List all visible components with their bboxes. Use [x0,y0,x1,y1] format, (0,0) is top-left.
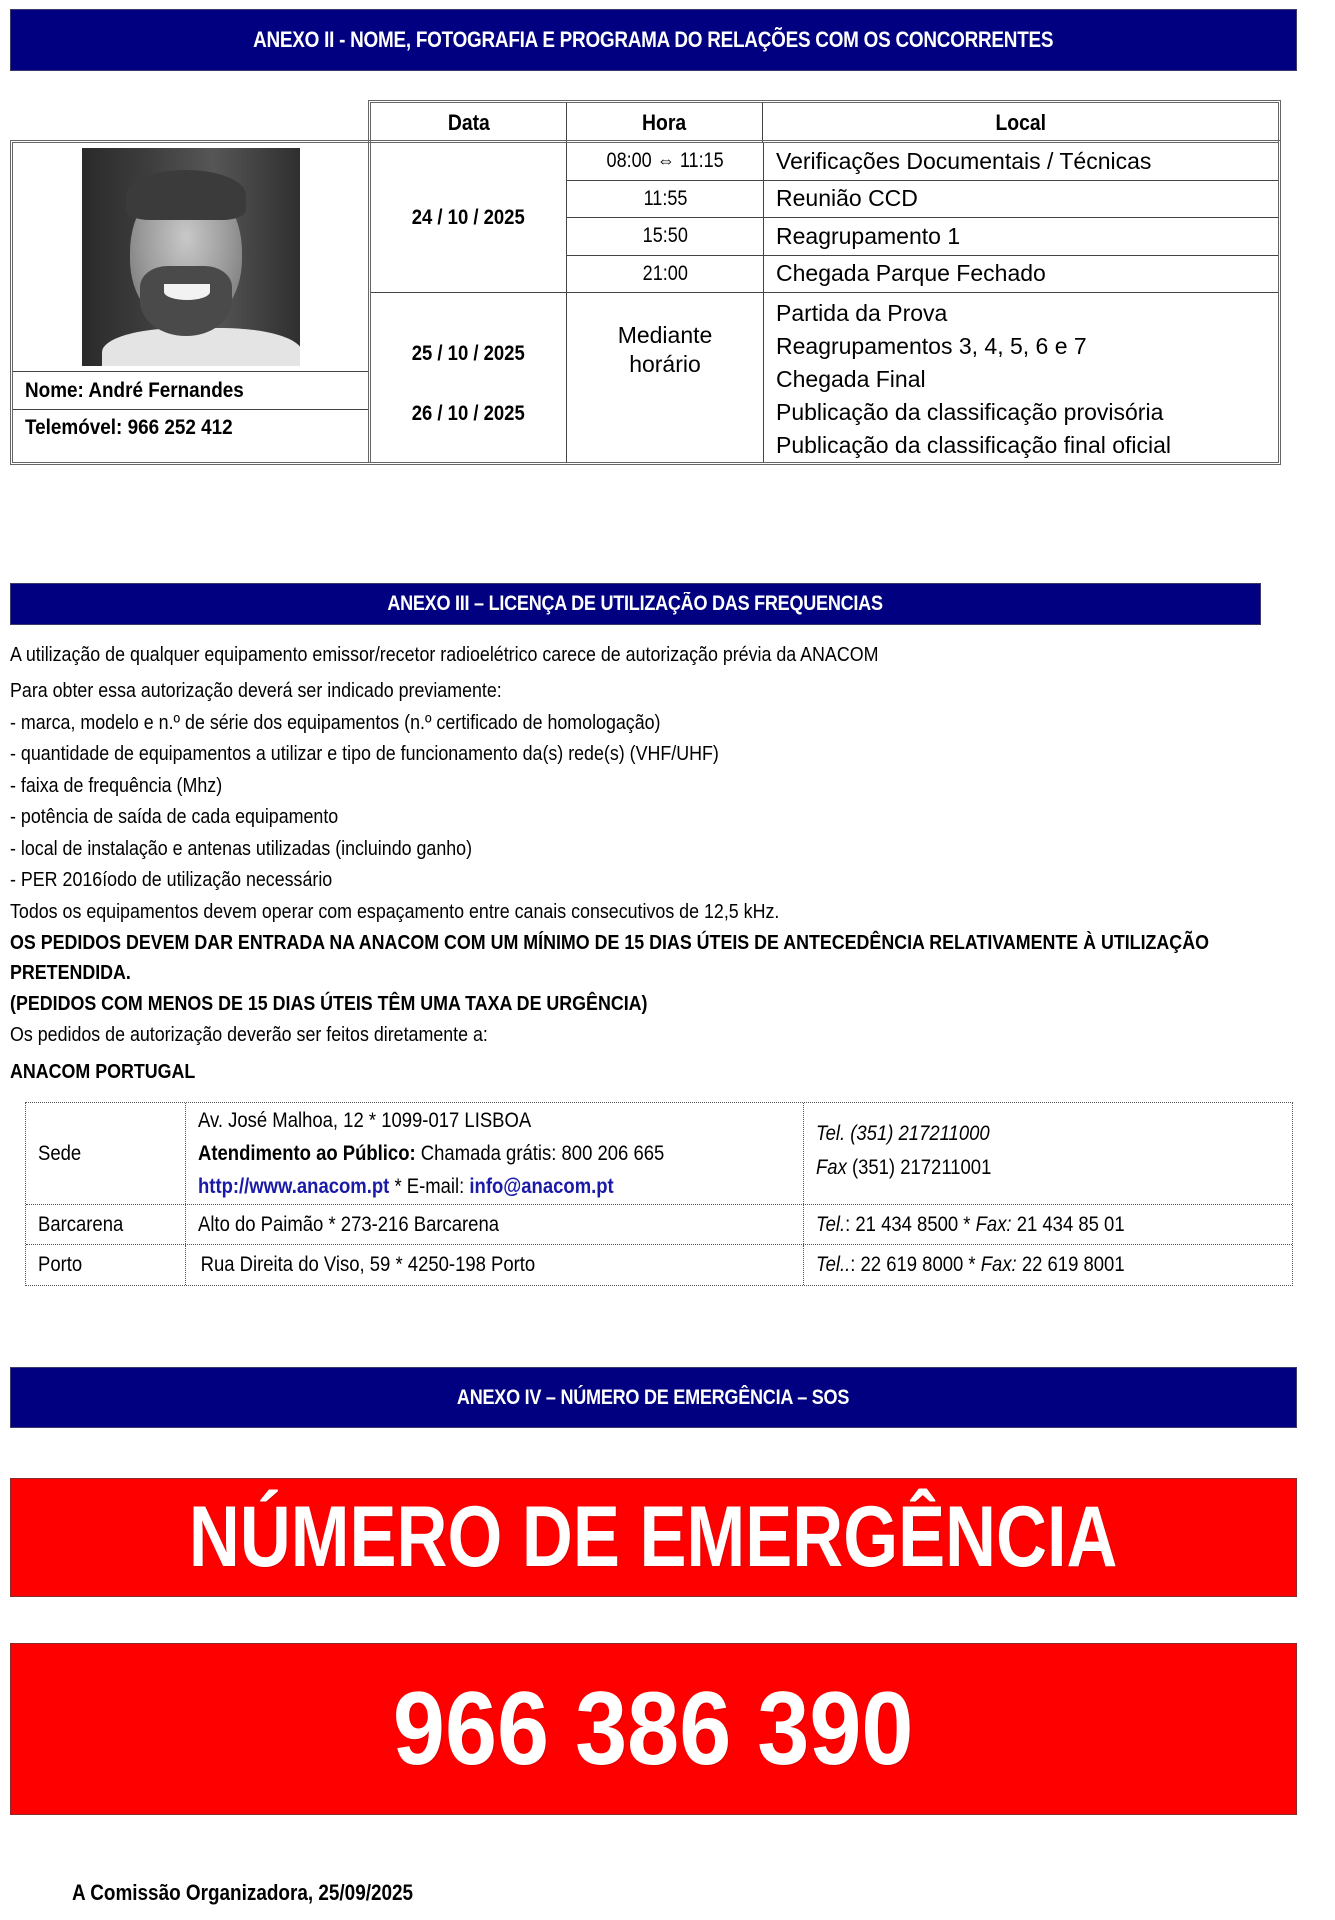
person-name: Nome: André Fernandes [13,372,368,410]
schedule-header-row [368,100,1281,142]
paragraph-line: Todos os equipamentos devem operar com espaçamento entre canais consecutivos de 12,5 kHz. [10,900,780,923]
local-item: Publicação da classificação provisória [776,399,1164,425]
schedule-row [567,181,1278,219]
emergency-banner: NÚMERO DE EMERGÊNCIA [10,1478,1297,1597]
contact-address: Rua Direita do Viso, 59 * 4250-198 Porto [186,1245,804,1285]
emergency-number: 966 386 390 [10,1643,1297,1815]
notice-line: OS PEDIDOS DEVEM DAR ENTRADA NA ANACOM COM UM MÍNIMO DE 15 DIAS ÚTEIS DE ANTECEDÊNCIA RELATIVAMENTE À UTILIZAÇÃO [10,931,1209,954]
local-cell: Reunião CCD [776,185,918,212]
hora-cell: Mediante horário [567,293,764,462]
local-cell [764,293,1278,462]
contact-address: Alto do Paimão * 273-216 Barcarena [186,1205,804,1244]
list-item: - PER 2016íodo de utilização necessário [10,868,333,891]
local-cell: Reagrupamento 1 [776,222,961,249]
anexo4-title: ANEXO IV – NÚMERO DE EMERGÊNCIA – SOS [457,1385,850,1409]
schedule-row [567,218,1278,256]
hora-cell: 11:55 [567,181,764,218]
person-phone: Telemóvel: 966 252 412 [25,416,233,439]
paragraph-line: A utilização de qualquer equipamento emissor/recetor radioelétrico carece de autorização prévia da ANACOM [10,643,879,666]
col-header-local: Local [995,109,1046,135]
schedule-table [10,140,1281,465]
anexo4-header [10,1367,1297,1428]
anexo2-header [10,9,1297,71]
notice-line: PRETENDIDA. [10,961,131,984]
date-cell: 24 / 10 / 2025 [371,143,567,292]
contacts-table [25,1102,1293,1286]
schedule-day-2-3 [371,293,1278,462]
contact-person [13,143,371,462]
col-header-hora: Hora [567,103,763,142]
photo-cell [13,143,368,372]
signature-footer: A Comissão Organizadora, 25/09/2025 [72,1880,414,1905]
anexo2-title: ANEXO II - NOME, FOTOGRAFIA E PROGRAMA DO RELAÇÕES COM OS CONCORRENTES [253,27,1054,52]
list-item: - faixa de frequência (Mhz) [10,774,223,797]
schedule-row [567,143,1278,181]
anexo3-header [10,583,1261,625]
list-item: - local de instalação e antenas utilizadas (incluindo ganho) [10,837,473,860]
local-item: Partida da Prova [776,300,948,326]
org-name: ANACOM PORTUGAL [10,1060,196,1083]
local-item: Reagrupamentos 3, 4, 5, 6 e 7 [776,333,1087,359]
schedule-row [567,256,1278,293]
contact-phone: Tel. (351) 217211000 Fax (351) 217211001 [816,1122,992,1179]
contact-label: Porto [26,1245,186,1285]
contact-phone: Tel.: 21 434 8500 * Fax: 21 434 85 01 [816,1212,1125,1236]
contact-phone: Tel..: 22 619 8000 * Fax: 22 619 8001 [816,1253,1125,1277]
local-cell: Chegada Parque Fechado [776,260,1046,287]
anexo3-title: ANEXO III – LICENÇA DE UTILIZAÇÃO DAS FREQUENCIAS [387,592,884,615]
schedule-day-1 [371,143,1278,293]
local-item: Publicação da classificação final oficial [776,432,1172,458]
date-cell: 25 / 10 / 2025 26 / 10 / 2025 [371,293,567,462]
hora-cell: 21:00 [567,256,764,293]
hora-cell: 15:50 [567,218,764,255]
col-header-data: Data [371,103,567,142]
contact-label: Barcarena [26,1205,186,1244]
website-link[interactable]: http://www.anacom.pt [198,1175,390,1199]
paragraph-line: Para obter essa autorização deverá ser indicado previamente: [10,679,502,702]
list-item: - quantidade de equipamentos a utilizar e tipo de funcionamento da(s) rede(s) (VHF/UHF) [10,742,719,765]
hora-cell: 08:00 ⇔ 11:15 [567,143,764,180]
notice-line: (PEDIDOS COM MENOS DE 15 DIAS ÚTEIS TÊM UMA TAXA DE URGÊNCIA) [10,992,648,1015]
contact-row-sede [26,1103,1292,1205]
local-item: Chegada Final [776,366,926,392]
list-item: - potência de saída de cada equipamento [10,805,339,828]
list-item: - marca, modelo e n.º de série dos equipamentos (n.º certificado de homologação) [10,711,661,734]
contact-row-barcarena [26,1205,1292,1245]
email-link[interactable]: info@anacom.pt [469,1175,614,1199]
paragraph-line: Os pedidos de autorização deverão ser feitos diretamente a: [10,1023,488,1046]
person-photo-icon [82,148,300,366]
contact-label: Sede [26,1103,186,1204]
contact-row-porto [26,1245,1292,1285]
contact-address: Av. José Malhoa, 12 * 1099-017 LISBOA Atendimento ao Público: Chamada grátis: 800 206 665 http://www.anacom.pt * E-mail: info@anacom.pt [186,1103,804,1204]
local-cell: Verificações Documentais / Técnicas [776,147,1152,174]
schedule [371,143,1278,462]
